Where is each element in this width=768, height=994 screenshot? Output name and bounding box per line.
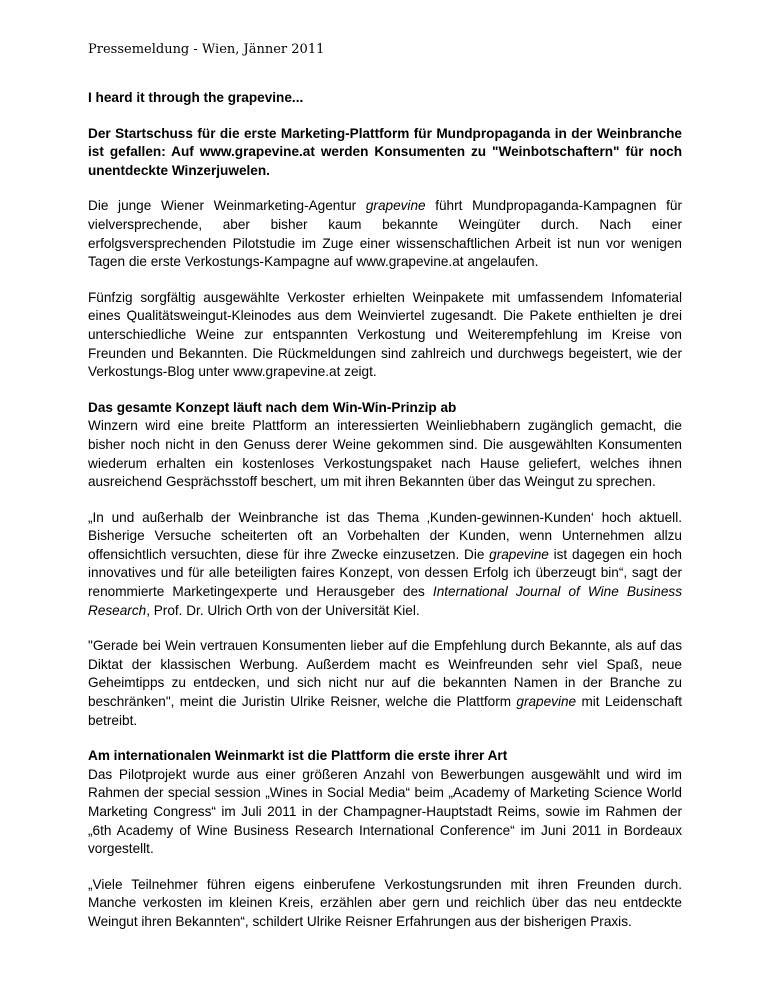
quote-reisner xyxy=(88,637,682,730)
document-title: I heard it through the grapevine... xyxy=(88,90,304,105)
section-win-win xyxy=(88,399,682,492)
brand-name: grapevine xyxy=(489,546,549,562)
paragraph-text: , Prof. Dr. Ulrich Orth von der Universität Kiel. xyxy=(146,602,420,618)
paragraph-intro xyxy=(88,197,682,271)
journal-title: International Journal of Wine Business Research xyxy=(88,584,682,618)
brand-name: grapevine xyxy=(365,198,426,214)
paragraph-text: führt Mundpropaganda-Kampagnen für vielversprechende, aber bisher kaum bekannte Weingüter durch. Nach einer erfolgsversprechenden Pilotstudie im Zuge einer wissenschaftlichen Arbeit ist nun vor wenigen Tagen die erste Verkostungs-Kampagne auf www.grapevine.at angelaufen. xyxy=(88,198,682,270)
paragraph-text: „In und außerhalb der Weinbranche ist das Thema ‚Kunden-gewinnen-Kunden‘ hoch aktuell. Bisherige Versuche scheiterten oft an Vorbehalten der Kunden, wenn Unternehmen allzu offensichtlich versuchten, diese für ihre Zwecke einzusetzen. Die xyxy=(88,509,682,562)
section-international xyxy=(88,747,682,859)
paragraph-tasters: Fünfzig sorgfältig ausgewählte Verkoster erhielten Weinpakete mit umfassendem Infomaterial eines Qualitätsweingut-Kleinodes aus dem Weinviertel zugesandt. Die Pakete enthielten je drei unterschiedliche Weine zur entspannten Verkostung und Weiterempfehlung im Kreise von Freunden und Bekannten. Die Rückmeldungen sind zahlreich und durchwegs begeistert, wie der Verkostungs-Blog unter www.grapevine.at zeigt. xyxy=(88,289,682,380)
section-heading: Das gesamte Konzept läuft nach dem Win-Win-Prinzip ab xyxy=(88,399,457,415)
page-header: Pressemeldung - Wien, Jänner 2011 xyxy=(88,42,325,57)
section-text: Winzern wird eine breite Plattform an interessierten Weinliebhabern zugänglich gemacht, die bisher noch nicht in den Genuss derer Weine gekommen sind. Die ausgewählten Konsumenten wiederum erhalten ein kostenloses Verkostungspaket nach Hause geliefert, welches ihnen ausreichend Gesprächsstoff beschert, um mit ihren Bekannten über das Weingut zu sprechen. xyxy=(88,418,682,490)
brand-name: grapevine xyxy=(516,694,577,710)
section-text: Das Pilotprojekt wurde aus einer größeren Anzahl von Bewerbungen ausgewählt und wird im Rahmen der special session „Wines in Social Media“ beim „Academy of Marketing Science World Marketing Congress“ im Juli 2011 in der Champagner-Hauptstadt Reims, sowie im Rahmen der „6th Academy of Wine Business Research International Conference“ im Juni 2011 in Bordeaux vorgestellt. xyxy=(88,766,682,857)
paragraph-text: mit Leidenschaft betreibt. xyxy=(88,694,682,728)
quote-practice: „Viele Teilnehmer führen eigens einberufene Verkostungsrunden mit ihren Freunden durch. Manche verkosten im kleinen Kreis, erzählen aber gern und reichlich über das neu entdeckte Weingut ihren Bekannten“, schildert Ulrike Reisner Erfahrungen aus der bisherigen Praxis. xyxy=(88,876,682,929)
paragraph-text: "Gerade bei Wein vertrauen Konsumenten lieber auf die Empfehlung durch Bekannte, als auf das Diktat der klassischen Werbung. Außerdem macht es Weinfreunden sehr viel Spaß, neue Geheimtipps zu entdecken, und sich nicht nur auf die bekannten Namen in der Branche zu beschränken", meint die Juristin Ulrike Reisner, welche die Plattform xyxy=(88,638,682,710)
lead-paragraph: Der Startschuss für die erste Marketing-Plattform für Mundpropaganda in der Weinbranche ist gefallen: Auf www.grapevine.at werden Konsumenten zu "Weinbotschaftern" für noch unentdeckte Winzerjuwelen. xyxy=(88,125,682,178)
paragraph-text: Die junge Wiener Weinmarketing-Agentur xyxy=(88,198,366,214)
quote-orth xyxy=(88,509,682,621)
document-body xyxy=(88,89,682,949)
section-heading: Am internationalen Weinmarkt ist die Plattform die erste ihrer Art xyxy=(88,748,508,764)
paragraph-text: ist dagegen ein hoch innovatives und für alle beteiligten faires Konzept, von dessen Erfolg ich überzeugt bin“, sagt der renommierte Marketingexperte und Herausgeber des xyxy=(88,546,682,600)
